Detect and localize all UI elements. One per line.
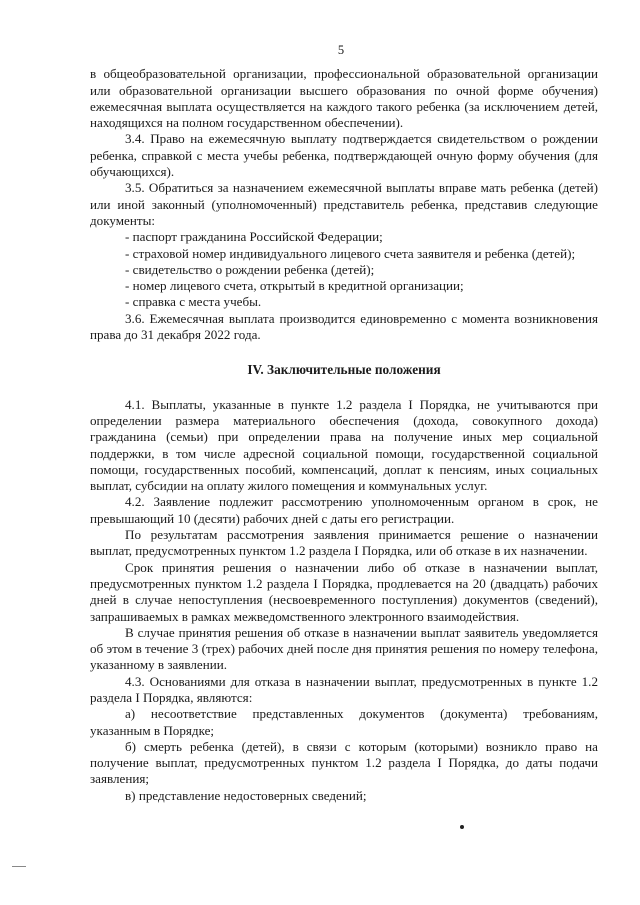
paragraph: а) несоответствие представленных документов (документа) требованиям, указанным в Порядке; [90,706,598,738]
scan-edge-mark [12,866,26,867]
paragraph: б) смерть ребенка (детей), в связи с которым (которыми) возникло право на получение выплат, предусмотренных пунктом 1.2 раздела I Порядка, до даты подачи заявления; [90,738,598,787]
section-heading: IV. Заключительные положения [247,362,441,378]
list-item: - паспорт гражданина Российской Федерации; [125,229,383,245]
list-item: - номер лицевого счета, открытый в кредитной организации; [125,278,464,294]
section-iii-continuation [90,66,598,343]
list-item: - справка с места учебы. [125,294,262,310]
page-number: 5 [337,43,345,57]
paragraph: 4.2. Заявление подлежит рассмотрению уполномоченным органом в срок, не превышающий 10 (десяти) рабочих дней с даты его регистрации. [90,494,598,526]
paragraph: 4.1. Выплаты, указанные в пункте 1.2 раздела I Порядка, не учитываются при определении размера материального обеспечения (дохода, совокупного дохода) гражданина (семьи) при определении права на получение иных мер социальной поддержки, в том числе адресной социальной помощи, государственной социальной помощи, государственных пособий, компенсаций, доплат к пенсиям, иных социальных выплат, субсидии на оплату жилого помещения и коммунальных услуг. [90,396,598,494]
paragraph: 3.4. Право на ежемесячную выплату подтверждается свидетельством о рождении ребенка, справкой с места учебы ребенка, подтверждающей очную форму обучения (для обучающихся). [90,131,598,180]
paragraph: 3.6. Ежемесячная выплата производится единовременно с момента возникновения права до 31 декабря 2022 года. [90,310,598,343]
paragraph: 4.3. Основаниями для отказа в назначении выплат, предусмотренных в пункте 1.2 раздела I Порядка, являются: [90,673,598,705]
list-item: - свидетельство о рождении ребенка (детей); [125,261,375,277]
paragraph: По результатам рассмотрения заявления принимается решение о назначении выплат, предусмотренных пунктом 1.2 раздела I Порядка, или об отказе в их назначении. [90,527,598,559]
paragraph: Срок принятия решения о назначении либо об отказе в назначении выплат, предусмотренных пунктом 1.2 раздела I Порядка, продлевается на 20 (двадцать) рабочих дней в случае непоступления (несвоевременного поступления) документов (сведений), запрашиваемых в рамках межведомственного электронного взаимодействия. [90,559,598,624]
paragraph: 3.5. Обратиться за назначением ежемесячной выплаты вправе мать ребенка (детей) или иной законный (уполномоченный) представитель ребенка, представив следующие документы: [90,180,598,228]
scan-dot-mark [460,825,464,829]
paragraph: В случае принятия решения об отказе в назначении выплат заявитель уведомляется об этом в течение 3 (трех) рабочих дней после дня принятия решения по номеру телефона, указанному в заявлении. [90,624,598,673]
list-item: - страховой номер индивидуального лицевого счета заявителя и ребенка (детей); [125,245,576,261]
section-iv-body [90,397,598,804]
paragraph: в общеобразовательной организации, профессиональной образовательной организации или образовательной организации высшего образования по очной форме обучения) ежемесячная выплата осуществляется на каждого такого ребенка (за исключением детей, находящихся на полном государственном обеспечении). [90,66,598,131]
list-item: в) представление недостоверных сведений; [125,787,367,803]
